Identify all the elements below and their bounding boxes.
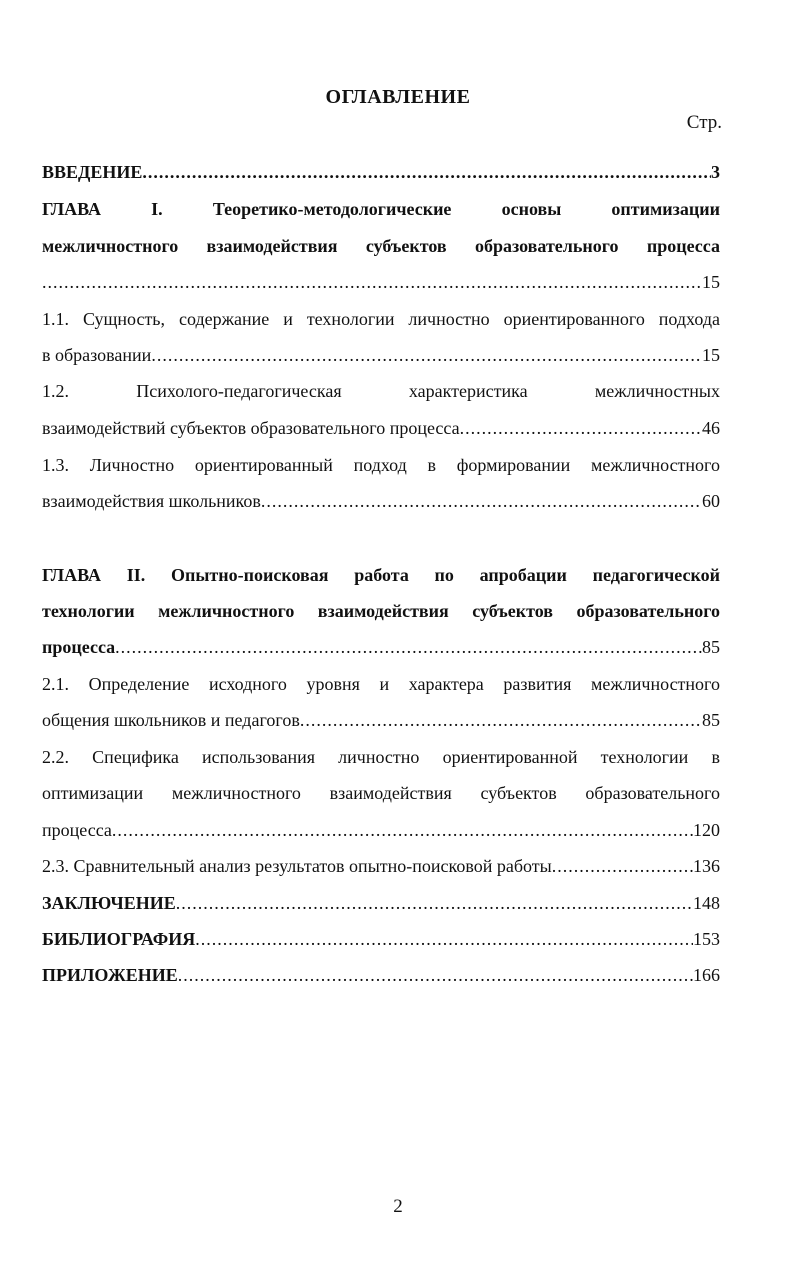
toc-page: 15	[702, 272, 720, 292]
toc-label: взаимодействий субъектов образовательного процесса	[42, 418, 460, 438]
toc-section-2-3[interactable]	[42, 854, 720, 878]
toc-section-1-3-line-2[interactable]	[42, 489, 720, 513]
leader-dots	[176, 891, 693, 915]
toc-label: БИБЛИОГРАФИЯ	[42, 929, 196, 949]
page-title: ОГЛАВЛЕНИЕ	[325, 86, 471, 108]
toc-section-1-1-line-2[interactable]	[42, 343, 720, 367]
leader-dots	[261, 489, 702, 513]
toc-entry-intro[interactable]	[42, 160, 720, 184]
toc-section-1-3-line-1[interactable]: 1.3. Личностно ориентированный подход в формировании межличностного	[42, 455, 720, 475]
leader-dots	[151, 343, 702, 367]
leader-dots	[112, 818, 693, 842]
leader-dots	[178, 963, 693, 987]
toc-label: взаимодействия школьников	[42, 491, 261, 511]
toc-section-1-2-line-2[interactable]	[42, 416, 720, 440]
leader-dots	[300, 708, 702, 732]
leader-dots	[460, 416, 702, 440]
toc-page: 153	[693, 929, 720, 949]
toc-page: 85	[702, 637, 720, 657]
toc-label: в образовании	[42, 345, 152, 365]
toc-label: общения школьников и педагогов	[42, 710, 300, 730]
toc-page: 60	[702, 491, 720, 511]
page-column-label: Стр.	[686, 112, 722, 133]
leader-dots	[195, 927, 693, 951]
toc-entry-conclusion[interactable]	[42, 891, 720, 915]
toc-page: 136	[693, 856, 720, 876]
toc-page: 15	[702, 345, 720, 365]
toc-section-2-2-line-2[interactable]: оптимизации межличностного взаимодействия субъектов образовательного	[42, 783, 720, 803]
toc-section-2-1-line-2[interactable]	[42, 708, 720, 732]
leader-dots	[142, 160, 711, 184]
toc-label: 2.3. Сравнительный анализ результатов опытно-поисковой работы	[42, 856, 552, 876]
toc-page: 120	[693, 820, 720, 840]
toc-label: процесса	[42, 820, 112, 840]
toc-section-2-1-line-1[interactable]: 2.1. Определение исходного уровня и характера развития межличностного	[42, 674, 720, 694]
toc-chapter-1-line-1[interactable]: ГЛАВА I. Теоретико-методологические основы оптимизации	[42, 199, 720, 219]
toc-entry-bibliography[interactable]	[42, 927, 720, 951]
toc-section-1-2-line-1[interactable]: 1.2. Психолого-педагогическая характеристика межличностных	[42, 381, 720, 401]
toc-page: 3	[711, 162, 720, 182]
toc-chapter-2-line-2[interactable]: технологии межличностного взаимодействия субъектов образовательного	[42, 601, 720, 621]
toc-section-1-1-line-1[interactable]: 1.1. Сущность, содержание и технологии личностно ориентированного подхода	[42, 309, 720, 329]
toc-chapter-1-page-line[interactable]	[42, 270, 720, 294]
toc-section-2-2-line-1[interactable]: 2.2. Специфика использования личностно ориентированной технологии в	[42, 747, 720, 767]
leader-dots	[552, 854, 693, 878]
leader-dots	[115, 635, 702, 659]
toc-page: 148	[693, 893, 720, 913]
toc-label: ВВЕДЕНИЕ	[42, 162, 143, 182]
toc-chapter-1-line-2[interactable]: межличностного взаимодействия субъектов образовательного процесса	[42, 236, 720, 256]
toc-page: 46	[702, 418, 720, 438]
toc-label: процесса	[42, 637, 116, 657]
leader-dots	[42, 270, 702, 294]
toc-page: 85	[702, 710, 720, 730]
toc-chapter-2-line-1[interactable]: ГЛАВА II. Опытно-поисковая работа по апробации педагогической	[42, 565, 720, 585]
page-number: 2	[393, 1196, 403, 1217]
toc-page: 166	[693, 965, 720, 985]
toc-label: ПРИЛОЖЕНИЕ	[42, 965, 178, 985]
toc-entry-appendix[interactable]	[42, 963, 720, 987]
toc-section-2-2-line-3[interactable]	[42, 818, 720, 842]
toc-label: ЗАКЛЮЧЕНИЕ	[42, 893, 176, 913]
toc-chapter-2-line-3[interactable]	[42, 635, 720, 659]
